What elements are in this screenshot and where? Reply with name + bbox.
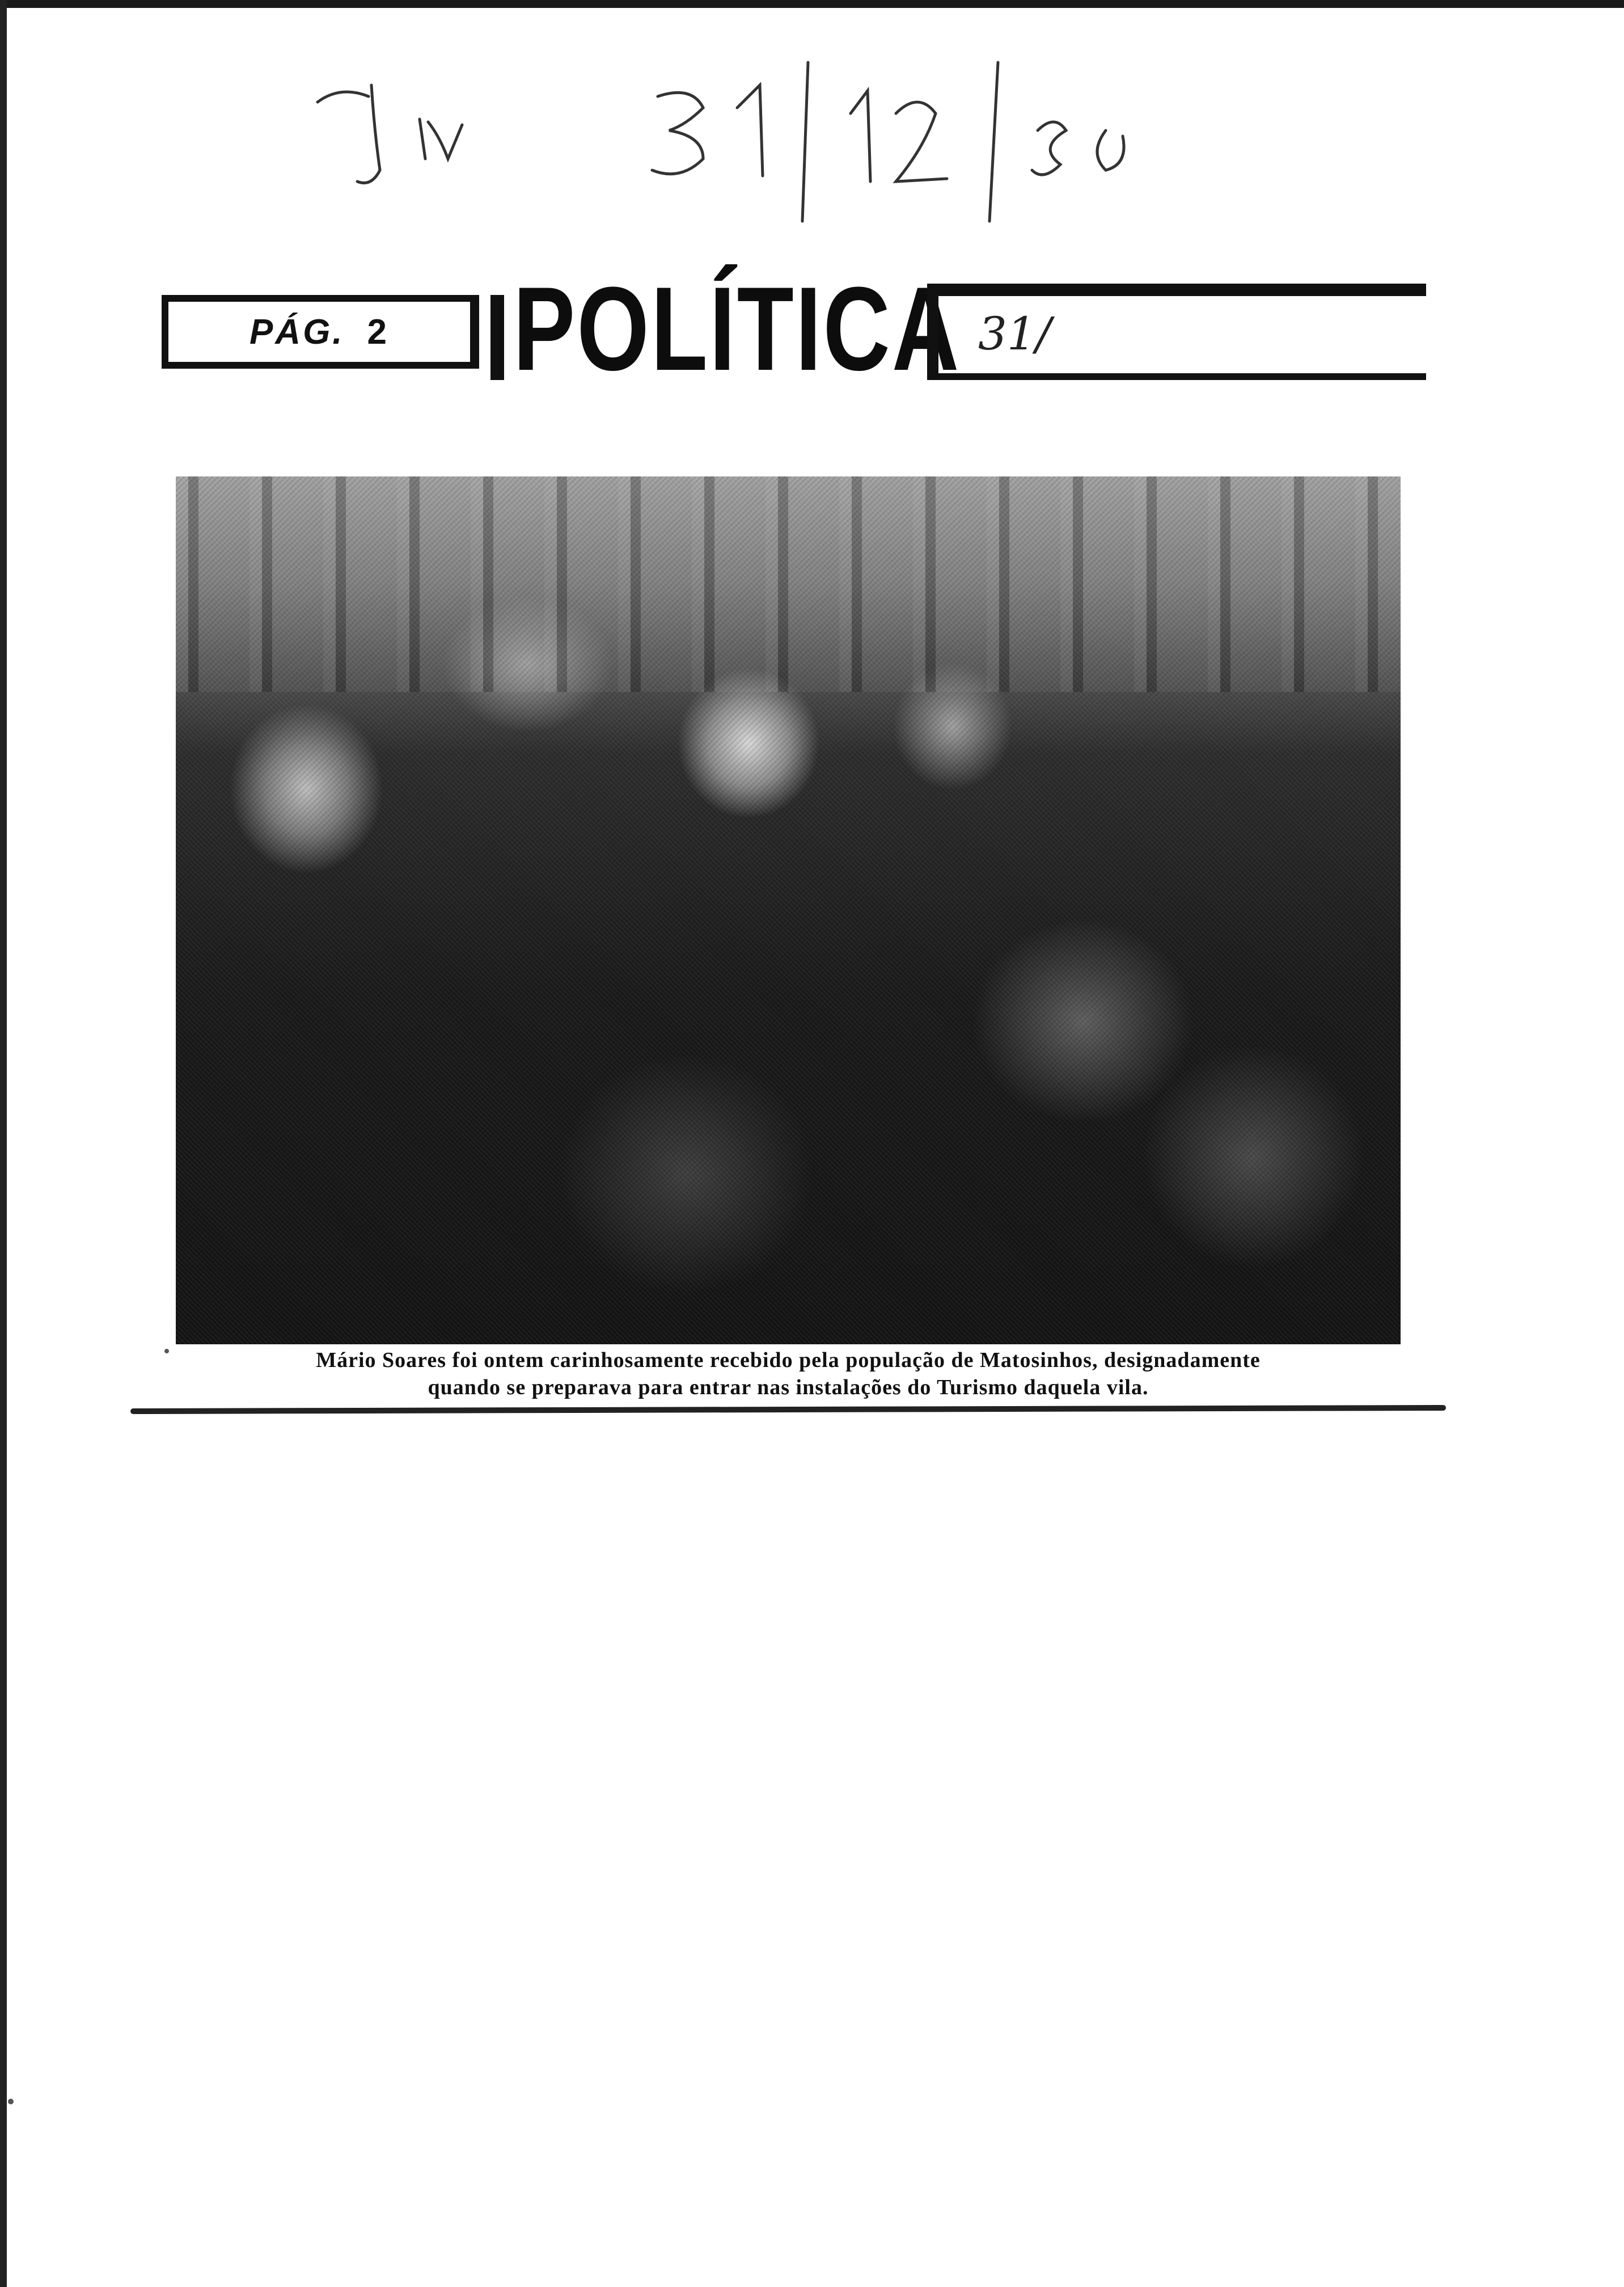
photo-caption [176, 1347, 1401, 1401]
caption-line-2: quando se preparava para entrar nas instalações do Turismo daquela vila. [428, 1375, 1149, 1399]
handwritten-date-note [306, 51, 1213, 238]
page-border-left [0, 0, 7, 2287]
section-bar [490, 295, 504, 380]
page-number-box [162, 295, 479, 369]
photo-grain [176, 476, 1401, 1344]
caption-line-1: Mário Soares foi ontem carinhosamente recebido pela população de Matosinhos, designadamente [316, 1348, 1261, 1372]
date-box-handwriting: 31/ [978, 307, 1051, 360]
handwriting-graphic [306, 51, 1213, 238]
section-title: POLÍTICA [513, 262, 961, 395]
print-speck [8, 2099, 14, 2104]
print-speck [164, 1349, 169, 1353]
crowd-photo [176, 476, 1401, 1344]
page-label: PÁG. [249, 312, 345, 352]
caption-rule [130, 1405, 1446, 1414]
page-number: 2 [367, 312, 390, 352]
page-header [156, 262, 1426, 395]
date-box [927, 284, 1426, 380]
page-border-top [0, 0, 1624, 8]
